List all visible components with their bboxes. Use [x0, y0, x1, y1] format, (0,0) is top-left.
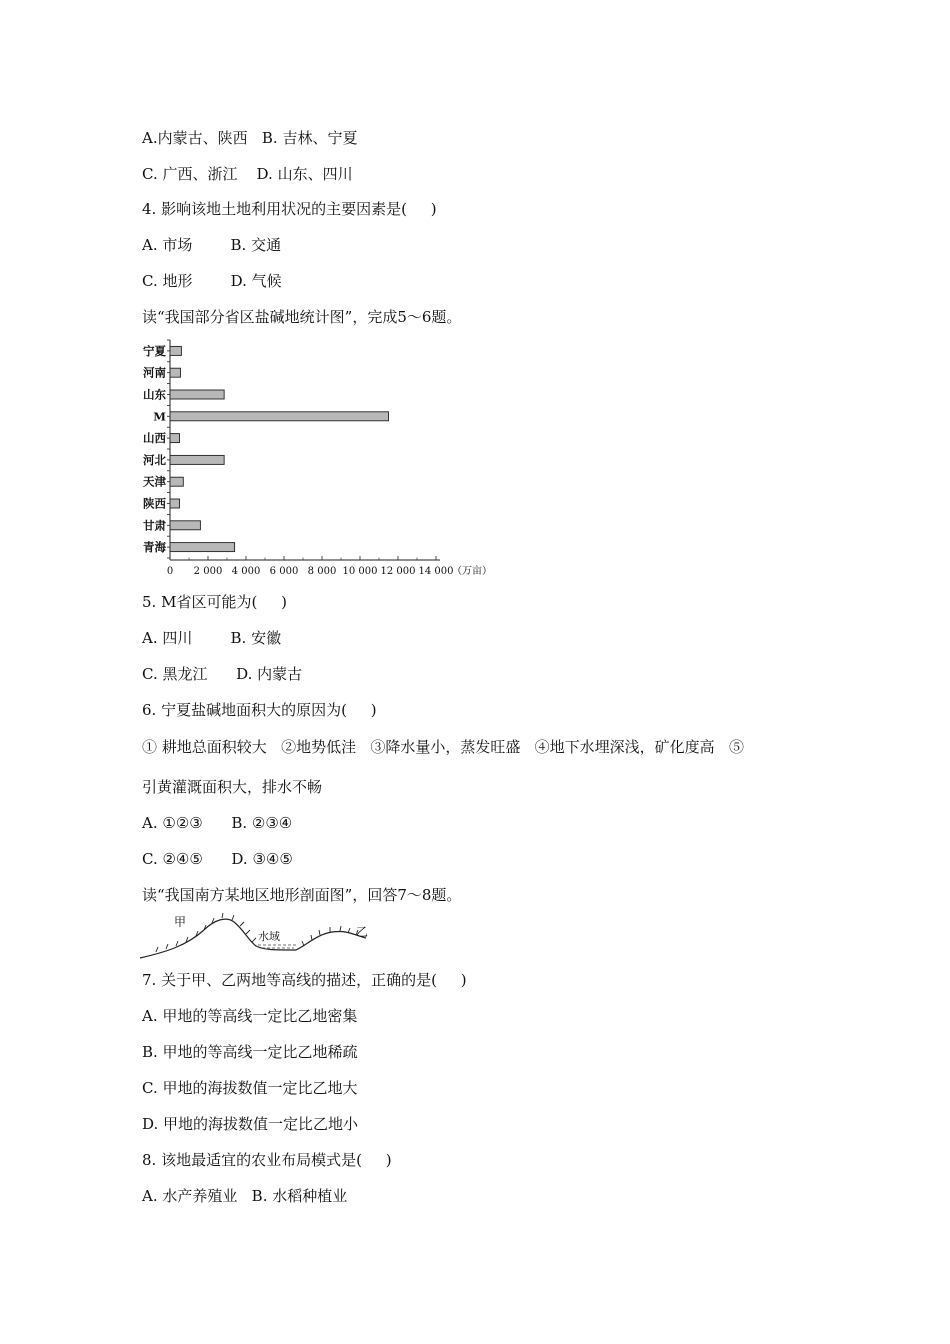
category-label: 陕西 — [143, 496, 166, 511]
option-line: A. 四川 B. 安徽 — [142, 629, 282, 647]
x-unit-label: （万亩） — [452, 566, 492, 576]
saline-land-bar-chart — [138, 336, 518, 576]
option-line: A. 市场 B. 交通 — [142, 236, 282, 254]
bar — [170, 434, 180, 443]
category-label: 山东 — [143, 387, 166, 402]
option-line: A. 水产养殖业 B. 水稻种植业 — [142, 1187, 348, 1205]
option-line: C. 甲地的海拔数值一定比乙地大 — [142, 1079, 358, 1097]
category-label: 河北 — [143, 452, 166, 467]
profile-intro: 读“我国南方某地区地形剖面图”，回答7～8题。 — [142, 886, 462, 904]
bar — [170, 477, 183, 486]
x-tick-label: 8 000 — [307, 566, 337, 576]
option-line: A.内蒙古、陕西 B. 吉林、宁夏 — [142, 129, 358, 147]
category-label: 青海 — [143, 540, 166, 555]
bar — [170, 390, 224, 399]
x-tick-label: 10 000 — [342, 566, 378, 576]
x-tick-label: 6 000 — [269, 566, 299, 576]
question-4: 4. 影响该地土地利用状况的主要因素是( ) — [142, 200, 437, 218]
terrain-profile-diagram — [136, 912, 376, 964]
question-8: 8. 该地最适宜的农业布局模式是( ) — [142, 1151, 392, 1169]
category-label: M — [153, 409, 166, 424]
option-line: C. 黑龙江 D. 内蒙古 — [142, 665, 303, 683]
option-line: C. 地形 D. 气候 — [142, 272, 282, 290]
water-body — [258, 945, 296, 948]
bar — [170, 455, 224, 464]
x-tick-label: 14 000 — [418, 566, 454, 576]
x-tick-label: 12 000 — [380, 566, 416, 576]
bar — [170, 543, 235, 552]
bar — [170, 346, 181, 355]
option-line: C. ②④⑤ D. ③④⑤ — [142, 850, 293, 868]
bar — [170, 368, 180, 377]
category-label: 甘肃 — [143, 518, 166, 533]
reason-list: ① 耕地总面积较大 ②地势低洼 ③降水量小，蒸发旺盛 ④地下水埋深浅，矿化度高 ⑤ — [142, 738, 744, 756]
category-label: 宁夏 — [143, 343, 166, 358]
bar — [170, 499, 180, 508]
category-label: 河南 — [143, 365, 166, 380]
question-7: 7. 关于甲、乙两地等高线的描述，正确的是( ) — [142, 971, 467, 989]
category-label: 天津 — [143, 474, 166, 489]
label-yi: 乙 — [356, 925, 369, 939]
question-5: 5. M省区可能为( ) — [142, 593, 287, 611]
x-tick-label: 0 — [166, 566, 174, 576]
bar — [170, 412, 389, 421]
option-line: A. ①②③ B. ②③④ — [142, 814, 293, 832]
option-line: C. 广西、浙江 D. 山东、四川 — [142, 165, 353, 183]
option-line: A. 甲地的等高线一定比乙地密集 — [142, 1007, 358, 1025]
category-label: 山西 — [143, 431, 166, 446]
chart-intro: 读“我国部分省区盐碱地统计图”，完成5～6题。 — [142, 308, 462, 326]
option-line: B. 甲地的等高线一定比乙地稀疏 — [142, 1043, 358, 1061]
reason-list-continued: 引黄灌溉面积大，排水不畅 — [142, 778, 323, 796]
bar — [170, 521, 200, 530]
x-tick-label: 2 000 — [193, 566, 223, 576]
label-water: 水域 — [258, 930, 280, 943]
option-line: D. 甲地的海拔数值一定比乙地小 — [142, 1115, 359, 1133]
label-jia: 甲 — [174, 915, 187, 929]
question-6: 6. 宁夏盐碱地面积大的原因为( ) — [142, 701, 377, 719]
x-tick-label: 4 000 — [231, 566, 261, 576]
